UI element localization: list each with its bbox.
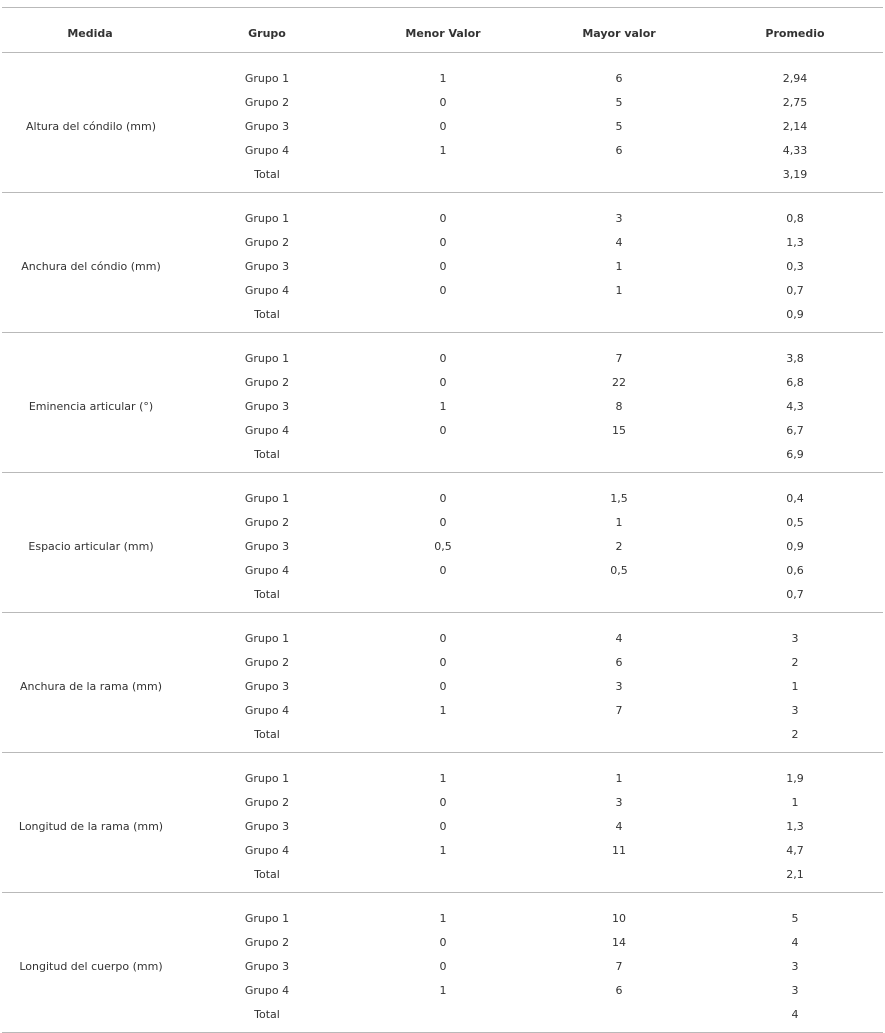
table-row (2, 115, 883, 139)
cell-mayor: 4 (615, 236, 623, 249)
cell-promedio: 4,3 (786, 400, 804, 413)
cell-menor: 0 (439, 564, 447, 577)
cell-mayor: 5 (615, 96, 623, 109)
cell-mayor: 1 (615, 260, 623, 273)
cell-promedio: 6,9 (786, 448, 804, 461)
cell-menor: 0 (439, 820, 447, 833)
cell-menor: 1 (439, 400, 447, 413)
cell-menor: 0 (439, 516, 447, 529)
cell-menor: 0 (439, 284, 447, 297)
measure-label: Longitud de la rama (mm) (18, 820, 164, 833)
measure-label: Eminencia articular (°) (28, 400, 154, 413)
cell-mayor: 6 (615, 656, 623, 669)
cell-promedio: 0,7 (786, 284, 804, 297)
cell-grupo: Total (254, 868, 280, 881)
cell-promedio: 2 (791, 656, 799, 669)
cell-mayor: 7 (615, 704, 623, 717)
cell-grupo: Grupo 2 (244, 516, 290, 529)
cell-grupo: Grupo 3 (244, 820, 290, 833)
cell-promedio: 6,8 (786, 376, 804, 389)
cell-promedio: 1,3 (786, 236, 804, 249)
cell-mayor: 0,5 (610, 564, 628, 577)
measure-group (2, 473, 883, 612)
total-row (2, 863, 883, 887)
cell-grupo: Grupo 4 (244, 704, 290, 717)
total-row (2, 443, 883, 467)
cell-grupo: Total (254, 448, 280, 461)
cell-menor: 1 (439, 72, 447, 85)
cell-mayor: 1 (615, 772, 623, 785)
cell-grupo: Grupo 4 (244, 144, 290, 157)
cell-promedio: 0,3 (786, 260, 804, 273)
cell-promedio: 0,9 (786, 540, 804, 553)
measure-label: Altura del cóndilo (mm) (25, 120, 156, 133)
cell-grupo: Grupo 4 (244, 564, 290, 577)
cell-promedio: 1,3 (786, 820, 804, 833)
cell-grupo: Grupo 3 (244, 120, 290, 133)
total-row (2, 583, 883, 607)
cell-promedio: 3 (791, 704, 799, 717)
table-row (2, 511, 883, 535)
cell-promedio: 2,94 (782, 72, 808, 85)
cell-promedio: 0,9 (786, 308, 804, 321)
cell-promedio: 4,7 (786, 844, 804, 857)
cell-grupo: Total (254, 168, 280, 181)
table-row (2, 931, 883, 955)
cell-mayor: 22 (612, 376, 626, 389)
cell-menor: 0,5 (434, 540, 452, 553)
cell-menor: 0 (439, 960, 447, 973)
measure-group (2, 193, 883, 332)
cell-mayor: 6 (615, 984, 623, 997)
cell-promedio: 3 (791, 632, 799, 645)
table-row (2, 371, 883, 395)
cell-menor: 1 (439, 772, 447, 785)
cell-promedio: 3 (791, 984, 799, 997)
measure-group (2, 893, 883, 1032)
measure-group (2, 333, 883, 472)
total-row (2, 163, 883, 187)
cell-promedio: 3,8 (786, 352, 804, 365)
cell-grupo: Grupo 3 (244, 260, 290, 273)
cell-promedio: 6,7 (786, 424, 804, 437)
table-row (2, 559, 883, 583)
cell-promedio: 1 (791, 680, 799, 693)
table-row (2, 675, 883, 699)
cell-menor: 0 (439, 492, 447, 505)
cell-grupo: Grupo 3 (244, 680, 290, 693)
header-promedio: Promedio (765, 27, 825, 40)
data-table (2, 7, 883, 1033)
table-row (2, 791, 883, 815)
table-row (2, 839, 883, 863)
cell-mayor: 11 (612, 844, 626, 857)
cell-promedio: 0,8 (786, 212, 804, 225)
cell-menor: 0 (439, 656, 447, 669)
cell-mayor: 8 (615, 400, 623, 413)
cell-promedio: 5 (791, 912, 799, 925)
table-row (2, 347, 883, 371)
cell-grupo: Grupo 2 (244, 936, 290, 949)
cell-grupo: Total (254, 728, 280, 741)
table-row (2, 907, 883, 931)
cell-mayor: 1 (615, 516, 623, 529)
cell-grupo: Grupo 1 (244, 492, 290, 505)
cell-grupo: Grupo 2 (244, 236, 290, 249)
cell-menor: 0 (439, 632, 447, 645)
cell-promedio: 4,33 (782, 144, 808, 157)
measure-group (2, 53, 883, 192)
table-row (2, 651, 883, 675)
table-row (2, 207, 883, 231)
cell-mayor: 5 (615, 120, 623, 133)
cell-mayor: 15 (612, 424, 626, 437)
cell-menor: 0 (439, 236, 447, 249)
cell-grupo: Grupo 3 (244, 400, 290, 413)
cell-promedio: 1 (791, 796, 799, 809)
cell-mayor: 6 (615, 72, 623, 85)
table-row (2, 487, 883, 511)
cell-grupo: Grupo 1 (244, 772, 290, 785)
cell-promedio: 0,6 (786, 564, 804, 577)
cell-grupo: Grupo 2 (244, 796, 290, 809)
cell-grupo: Grupo 2 (244, 376, 290, 389)
table-row (2, 67, 883, 91)
cell-promedio: 0,7 (786, 588, 804, 601)
cell-mayor: 14 (612, 936, 626, 949)
cell-grupo: Grupo 4 (244, 424, 290, 437)
cell-menor: 0 (439, 352, 447, 365)
cell-promedio: 2 (791, 728, 799, 741)
cell-menor: 1 (439, 704, 447, 717)
table-row (2, 979, 883, 1003)
cell-menor: 0 (439, 376, 447, 389)
cell-promedio: 3,19 (782, 168, 808, 181)
cell-mayor: 4 (615, 820, 623, 833)
table-row (2, 419, 883, 443)
cell-grupo: Grupo 4 (244, 844, 290, 857)
table-row (2, 699, 883, 723)
cell-menor: 0 (439, 120, 447, 133)
cell-promedio: 0,5 (786, 516, 804, 529)
cell-menor: 0 (439, 680, 447, 693)
cell-menor: 0 (439, 936, 447, 949)
header-medida: Medida (67, 27, 113, 40)
table-row (2, 139, 883, 163)
cell-promedio: 2,75 (782, 96, 808, 109)
table-row (2, 627, 883, 651)
cell-mayor: 1 (615, 284, 623, 297)
cell-menor: 0 (439, 424, 447, 437)
table-row (2, 535, 883, 559)
cell-mayor: 10 (612, 912, 626, 925)
cell-menor: 0 (439, 96, 447, 109)
header-menor-valor: Menor Valor (405, 27, 481, 40)
cell-promedio: 3 (791, 960, 799, 973)
cell-promedio: 1,9 (786, 772, 804, 785)
cell-grupo: Grupo 1 (244, 72, 290, 85)
measure-label: Anchura del cóndio (mm) (21, 260, 161, 273)
cell-grupo: Total (254, 588, 280, 601)
cell-mayor: 3 (615, 680, 623, 693)
table-row (2, 767, 883, 791)
total-row (2, 723, 883, 747)
cell-promedio: 4 (791, 936, 799, 949)
cell-grupo: Grupo 2 (244, 96, 290, 109)
table-row (2, 815, 883, 839)
table-row (2, 395, 883, 419)
cell-mayor: 2 (615, 540, 623, 553)
cell-menor: 0 (439, 260, 447, 273)
table-header-row (2, 8, 883, 52)
measure-group (2, 613, 883, 752)
total-row (2, 1003, 883, 1027)
cell-menor: 1 (439, 144, 447, 157)
measure-group (2, 753, 883, 892)
header-grupo: Grupo (248, 27, 286, 40)
cell-mayor: 6 (615, 144, 623, 157)
cell-mayor: 3 (615, 212, 623, 225)
cell-grupo: Grupo 1 (244, 912, 290, 925)
cell-mayor: 4 (615, 632, 623, 645)
cell-promedio: 2,1 (786, 868, 804, 881)
cell-mayor: 3 (615, 796, 623, 809)
measure-label: Espacio articular (mm) (28, 540, 154, 553)
cell-menor: 1 (439, 844, 447, 857)
cell-grupo: Total (254, 1008, 280, 1021)
cell-grupo: Grupo 1 (244, 212, 290, 225)
table-row (2, 955, 883, 979)
cell-promedio: 0,4 (786, 492, 804, 505)
total-row (2, 303, 883, 327)
cell-menor: 1 (439, 984, 447, 997)
measure-label: Longitud del cuerpo (mm) (19, 960, 163, 973)
cell-menor: 0 (439, 796, 447, 809)
header-mayor-valor: Mayor valor (582, 27, 656, 40)
cell-promedio: 4 (791, 1008, 799, 1021)
table-row (2, 91, 883, 115)
table-row (2, 279, 883, 303)
cell-menor: 0 (439, 212, 447, 225)
cell-grupo: Grupo 4 (244, 984, 290, 997)
cell-grupo: Grupo 3 (244, 960, 290, 973)
cell-mayor: 7 (615, 352, 623, 365)
cell-promedio: 2,14 (782, 120, 808, 133)
cell-grupo: Grupo 4 (244, 284, 290, 297)
cell-grupo: Grupo 3 (244, 540, 290, 553)
cell-mayor: 7 (615, 960, 623, 973)
table-row (2, 255, 883, 279)
cell-mayor: 1,5 (610, 492, 628, 505)
cell-grupo: Total (254, 308, 280, 321)
cell-grupo: Grupo 1 (244, 632, 290, 645)
table-body (2, 53, 883, 1033)
cell-grupo: Grupo 2 (244, 656, 290, 669)
cell-grupo: Grupo 1 (244, 352, 290, 365)
table-row (2, 231, 883, 255)
measure-label: Anchura de la rama (mm) (19, 680, 163, 693)
cell-menor: 1 (439, 912, 447, 925)
